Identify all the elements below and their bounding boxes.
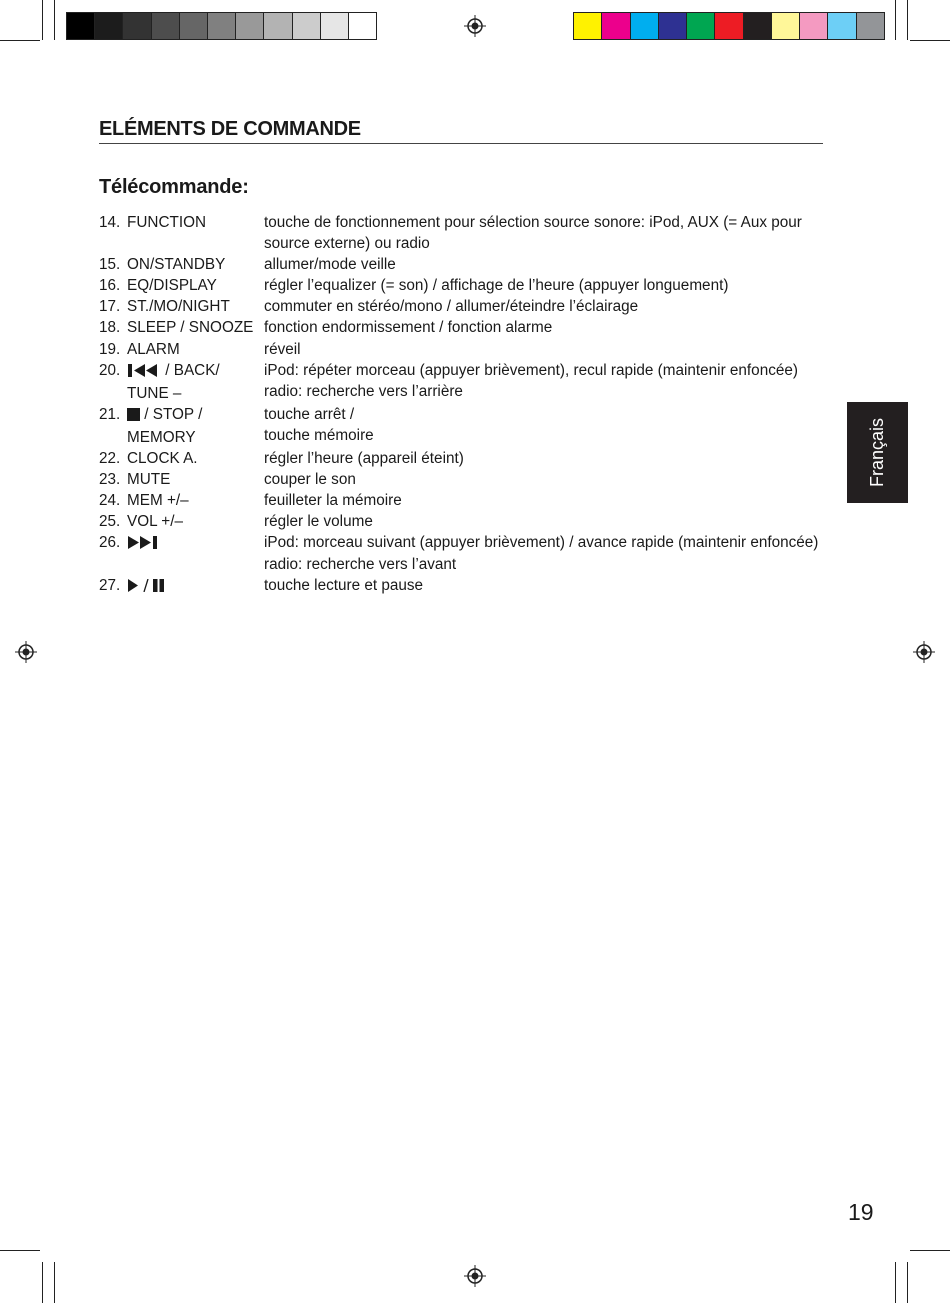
list-item [99, 296, 799, 317]
description-line: feuilleter la mémoire [264, 492, 402, 510]
control-name [127, 532, 264, 574]
description-line: radio: recherche vers l’arrière [264, 382, 463, 400]
item-number: 21. [99, 405, 121, 423]
color-swatch [602, 13, 630, 39]
color-swatch [828, 13, 856, 39]
crop-mark [895, 0, 896, 40]
skip-back-icon [127, 362, 161, 383]
list-item [99, 275, 799, 296]
item-number: 16. [99, 277, 121, 295]
registration-mark-icon [464, 15, 486, 37]
process-color-bar [573, 12, 885, 40]
item-number: 22. [99, 450, 121, 468]
list-item [99, 339, 799, 360]
crop-mark [42, 1262, 43, 1303]
registration-mark-icon [15, 641, 37, 663]
control-name-text: FUNCTION [127, 214, 207, 231]
language-tab-label: Français [867, 417, 887, 488]
control-name [127, 317, 264, 338]
remote-control-list [99, 212, 819, 598]
control-name [127, 469, 264, 490]
crop-mark [42, 0, 43, 40]
control-name-text: / BACK/ [161, 361, 220, 379]
description-line: source externe) ou radio [264, 235, 430, 253]
description-line: régler l’equalizer (= son) / affichage de l’heure (appuyer longuement) [264, 277, 729, 295]
control-description [264, 317, 799, 338]
crop-mark [895, 1262, 896, 1303]
control-name [127, 404, 264, 448]
description-line: régler l’heure (appareil éteint) [264, 450, 464, 468]
item-number: 15. [99, 256, 121, 274]
list-item [99, 490, 799, 511]
control-name-text: / STOP / [140, 405, 203, 423]
control-description [264, 296, 799, 317]
control-name [127, 575, 264, 598]
control-name [127, 339, 264, 360]
color-swatch [772, 13, 800, 39]
list-item [99, 469, 799, 490]
item-number: 26. [99, 534, 121, 552]
list-item [99, 511, 799, 532]
item-number: 17. [99, 298, 121, 316]
control-name-text: SLEEP / SNOOZE [127, 319, 254, 337]
color-swatch [349, 13, 376, 39]
grayscale-color-bar [66, 12, 377, 40]
color-swatch [180, 13, 208, 39]
description-line: radio: recherche vers l’avant [264, 555, 457, 573]
color-swatch [264, 13, 292, 39]
description-line: touche arrêt / [264, 405, 355, 423]
control-name-text: EQ/DISPLAY [127, 277, 217, 295]
item-number: 20. [99, 361, 121, 379]
control-description [264, 575, 799, 598]
color-swatch [208, 13, 236, 39]
crop-mark [0, 40, 40, 41]
control-description [264, 532, 818, 574]
item-number: 27. [99, 576, 121, 594]
section-title: ELÉMENTS DE COMMANDE [99, 118, 823, 144]
control-name-text: ALARM [127, 340, 180, 358]
color-swatch [293, 13, 321, 39]
control-name [127, 254, 264, 275]
control-description [264, 448, 799, 469]
color-swatch [744, 13, 772, 39]
control-name [127, 275, 264, 296]
color-swatch [715, 13, 743, 39]
control-name [127, 511, 264, 532]
color-swatch [321, 13, 349, 39]
control-name-text: MEMORY [127, 428, 196, 446]
control-description [264, 404, 799, 448]
control-name [127, 490, 264, 511]
control-name [127, 212, 264, 254]
control-description [264, 339, 799, 360]
list-item [99, 254, 799, 275]
list-item [99, 404, 799, 448]
stop-icon [127, 406, 140, 427]
color-swatch [152, 13, 180, 39]
control-name-text: ON/STANDBY [127, 256, 226, 274]
item-number: 19. [99, 340, 121, 358]
color-swatch [631, 13, 659, 39]
crop-mark [907, 0, 908, 40]
control-name-text: TUNE – [127, 384, 182, 402]
description-line: réveil [264, 340, 301, 358]
control-description [264, 254, 799, 275]
control-name-text: VOL +/– [127, 513, 183, 531]
crop-mark [907, 1262, 908, 1303]
description-line: iPod: morceau suivant (appuyer brièvement) / avance rapide (maintenir enfoncée) [264, 534, 819, 552]
item-number: 23. [99, 471, 121, 489]
skip-forward-icon [127, 534, 161, 555]
list-item [99, 575, 799, 598]
control-description [264, 212, 802, 254]
color-swatch [236, 13, 264, 39]
registration-mark-icon [464, 1265, 486, 1287]
subsection-title: Télécommande: [99, 176, 249, 198]
control-description [264, 511, 799, 532]
control-description [264, 490, 799, 511]
language-tab [847, 402, 908, 503]
control-name-text: ST./MO/NIGHT [127, 298, 230, 316]
crop-mark [0, 1250, 40, 1251]
list-item [99, 360, 799, 404]
list-item [99, 448, 799, 469]
control-description [264, 469, 799, 490]
description-line: fonction endormissement / fonction alarme [264, 319, 553, 337]
item-number: 14. [99, 214, 121, 231]
item-number: 24. [99, 492, 121, 510]
page-number: 19 [848, 1199, 874, 1225]
play-pause-icon [127, 577, 167, 598]
list-item [99, 532, 819, 574]
description-line: régler le volume [264, 513, 373, 531]
color-swatch [95, 13, 123, 39]
description-line: iPod: répéter morceau (appuyer brièvement), recul rapide (maintenir enfoncée) [264, 361, 798, 379]
color-swatch [123, 13, 151, 39]
item-number: 25. [99, 513, 121, 531]
description-line: touche lecture et pause [264, 576, 424, 594]
list-item [99, 212, 802, 254]
crop-mark [54, 1262, 55, 1303]
description-line: commuter en stéréo/mono / allumer/éteindre l’éclairage [264, 298, 639, 316]
color-swatch [574, 13, 602, 39]
color-swatch [687, 13, 715, 39]
color-swatch [857, 13, 884, 39]
control-name-text: MEM +/– [127, 492, 189, 510]
control-name [127, 360, 264, 404]
control-description [264, 360, 799, 404]
control-name [127, 296, 264, 317]
item-number: 18. [99, 319, 121, 337]
color-swatch [67, 13, 95, 39]
crop-mark [910, 40, 950, 41]
crop-mark [54, 0, 55, 40]
control-name [127, 448, 264, 469]
crop-mark [910, 1250, 950, 1251]
control-name-text: CLOCK A. [127, 450, 198, 468]
description-line: touche mémoire [264, 426, 374, 444]
color-swatch [659, 13, 687, 39]
description-line: touche de fonctionnement pour sélection source sonore: iPod, AUX (= Aux pour [264, 214, 802, 231]
list-item [99, 317, 799, 338]
description-line: allumer/mode veille [264, 256, 396, 274]
control-description [264, 275, 799, 296]
control-name-text: MUTE [127, 471, 171, 489]
description-line: couper le son [264, 471, 356, 489]
registration-mark-icon [913, 641, 935, 663]
color-swatch [800, 13, 828, 39]
